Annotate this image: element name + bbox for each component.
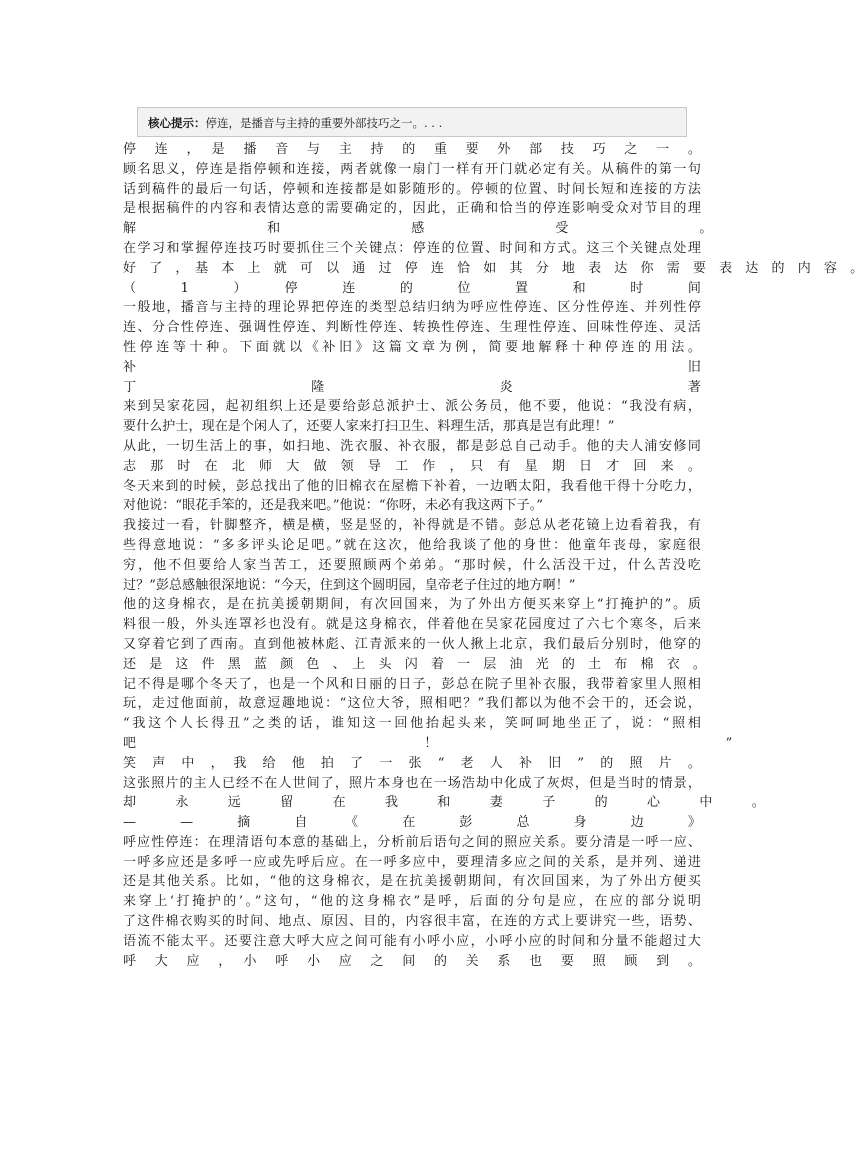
text-line: （ 1 ） 停 连 的 位 置 和 时 间 — [123, 280, 701, 296]
text-line: 他的这身棉衣，是在抗美援朝期间，有次回国来，为了外出方便买来穿上“打掩护的”。质 — [123, 597, 701, 613]
text-line: 过？”彭总感触很深地说：“今天，住到这个圆明园，皇帝老子住过的地方啊！” — [123, 577, 576, 593]
text-line: 顾名思义，停连是指停顿和连接，两者就像一扇门一样有开门就必定有关。从稿件的第一句 — [123, 161, 701, 177]
text-line: 还 是 这 件 黑 蓝 颜 色 、 上 头 闪 着 一 层 油 光 的 土 布 棉 衣 。 — [123, 656, 707, 672]
text-line: 在学习和掌握停连技巧时要抓住三个关键点：停连的位置、时间和方式。这三个关键点处理 — [123, 240, 701, 256]
text-line: 对他说：“眼花手笨的，还是我来吧。”他说：“你呀，未必有我这两下子。” — [123, 498, 544, 514]
text-line: 连、分合性停连、强调性停连、判断性停连、转换性停连、生理性停连、回味性停连、灵活 — [123, 320, 701, 336]
text-line: 来穿上‘打掩护的’。”这句，“他的这身棉衣”是呼，后面的分句是应，在应的部分说明 — [123, 894, 701, 910]
text-line: 一呼多应还是多呼一应或先呼后应。在一呼多应中，要理清多应之间的关系，是并列、递进 — [123, 854, 701, 870]
text-line: 玩，走过他面前，故意逗趣地说：“这位大爷，照相吧？”我们都以为他不会干的，还会说， — [123, 696, 701, 712]
text-line: 话到稿件的最后一句话，停顿和连接都是如影随形的。停顿的位置、时间长短和连接的方法 — [123, 181, 701, 197]
text-line: 却 永 远 留 在 我 和 妻 子 的 心 中 。 — [123, 795, 765, 811]
text-line: 语流不能太平。还要注意大呼大应之间可能有小呼小应，小呼小应的时间和分量不能超过大 — [123, 933, 701, 949]
text-line: 要什么护士，现在是个闲人了，还要人家来打扫卫生、料理生活，那真是岂有此理！” — [123, 419, 615, 435]
summary-label: 核心提示： — [148, 116, 206, 130]
text-line: 停 连 ， 是 播 音 与 主 持 的 重 要 外 部 技 巧 之 一 。 — [123, 142, 701, 157]
text-line: 吧 ！ ” — [123, 735, 733, 751]
text-line: 些得意地说：“多多评头论足吧。”就在这次，他给我谈了他的身世：他童年丧母，家庭很 — [123, 537, 701, 553]
text-line: 冬天来到的时候，彭总找出了他的旧棉衣在屋檐下补着，一边晒太阳，我看他干得十分吃力， — [123, 478, 701, 494]
text-line: 来到吴家花园，起初组织上还是要给彭总派护士、派公务员，他不要，他说：“我没有病， — [123, 399, 701, 415]
text-line: 料很一般，外头连罩衫也没有。就是这身棉衣，伴着他在吴家花园度过了六七个寒冬，后来 — [123, 617, 701, 633]
author-line: 丁 隆 炎 著 — [123, 379, 701, 395]
text-line: 这张照片的主人已经不在人世间了，照片本身也在一场浩劫中化成了灰烬，但是当时的情景， — [123, 775, 701, 791]
text-line: 解 和 感 受 。 — [123, 221, 713, 237]
article-body — [123, 140, 863, 971]
summary-text: 停连，是播音与主持的重要外部技巧之一。. . . — [205, 116, 443, 130]
source-line: — — 摘 自 《 在 彭 总 身 边 》 — [123, 815, 701, 831]
text-line: 我接过一看，针脚整齐，横是横，竖是竖的，补得就是不错。彭总从老花镜上边看着我，有 — [123, 518, 701, 534]
text-line: 是根据稿件的内容和表情达意的需要确定的，因此，正确和恰当的停连影响受众对节目的理 — [123, 201, 701, 217]
text-line: 还是其他关系。比如，“他的这身棉衣，是在抗美援朝期间，有次回国来，为了外出方便买 — [123, 874, 701, 890]
text-line: 了这件棉衣购买的时间、地点、原因、目的，内容很丰富，在连的方式上要讲究一些，语势、 — [123, 914, 701, 930]
text-line: 穷，他不但要给人家当苦工，还要照顾两个弟弟。“那时候，什么活没干过，什么苦没吃 — [123, 557, 701, 573]
text-line: 笑 声 中 ， 我 给 他 拍 了 一 张 “ 老 人 补 旧 ” 的 照 片 。 — [123, 755, 701, 771]
text-line: 又穿着它到了西南。直到他被林彪、江青派来的一伙人揪上北京，我们最后分别时，他穿的 — [123, 636, 701, 652]
summary-box — [137, 107, 687, 137]
text-line: “我这个人长得丑”之类的话，谁知这一回他抬起头来，笑呵呵地坐正了，说：“照相 — [123, 716, 701, 732]
text-line: 呼 大 应 ， 小 呼 小 应 之 间 的 关 系 也 要 照 顾 到 。 — [123, 953, 701, 969]
text-line: 一般地，播音与主持的理论界把停连的类型总结归纳为呼应性停连、区分性停连、并列性停 — [123, 300, 701, 316]
text-line: 记不得是哪个冬天了，也是一个风和日丽的日子，彭总在院子里补衣服，我带着家里人照相 — [123, 676, 701, 692]
text-line: 好 了 ， 基 本 上 就 可 以 通 过 停 连 恰 如 其 分 地 表 达 你 需 要 表 达 的 内 容 。 — [123, 260, 863, 276]
title-line: 补 旧 — [123, 359, 701, 375]
text-line: 呼应性停连：在理清语句本意的基础上，分析前后语句之间的照应关系。要分清是一呼一应、 — [123, 834, 701, 850]
text-line: 从此，一切生活上的事，如扫地、洗衣服、补衣服，都是彭总自己动手。他的夫人浦安修同 — [123, 438, 701, 454]
text-line: 性停连等十种。下面就以《补旧》这篇文章为例，简要地解释十种停连的用法。 — [123, 339, 701, 355]
text-line: 志 那 时 在 北 师 大 做 领 导 工 作 ， 只 有 星 期 日 才 回 来 。 — [123, 458, 701, 474]
